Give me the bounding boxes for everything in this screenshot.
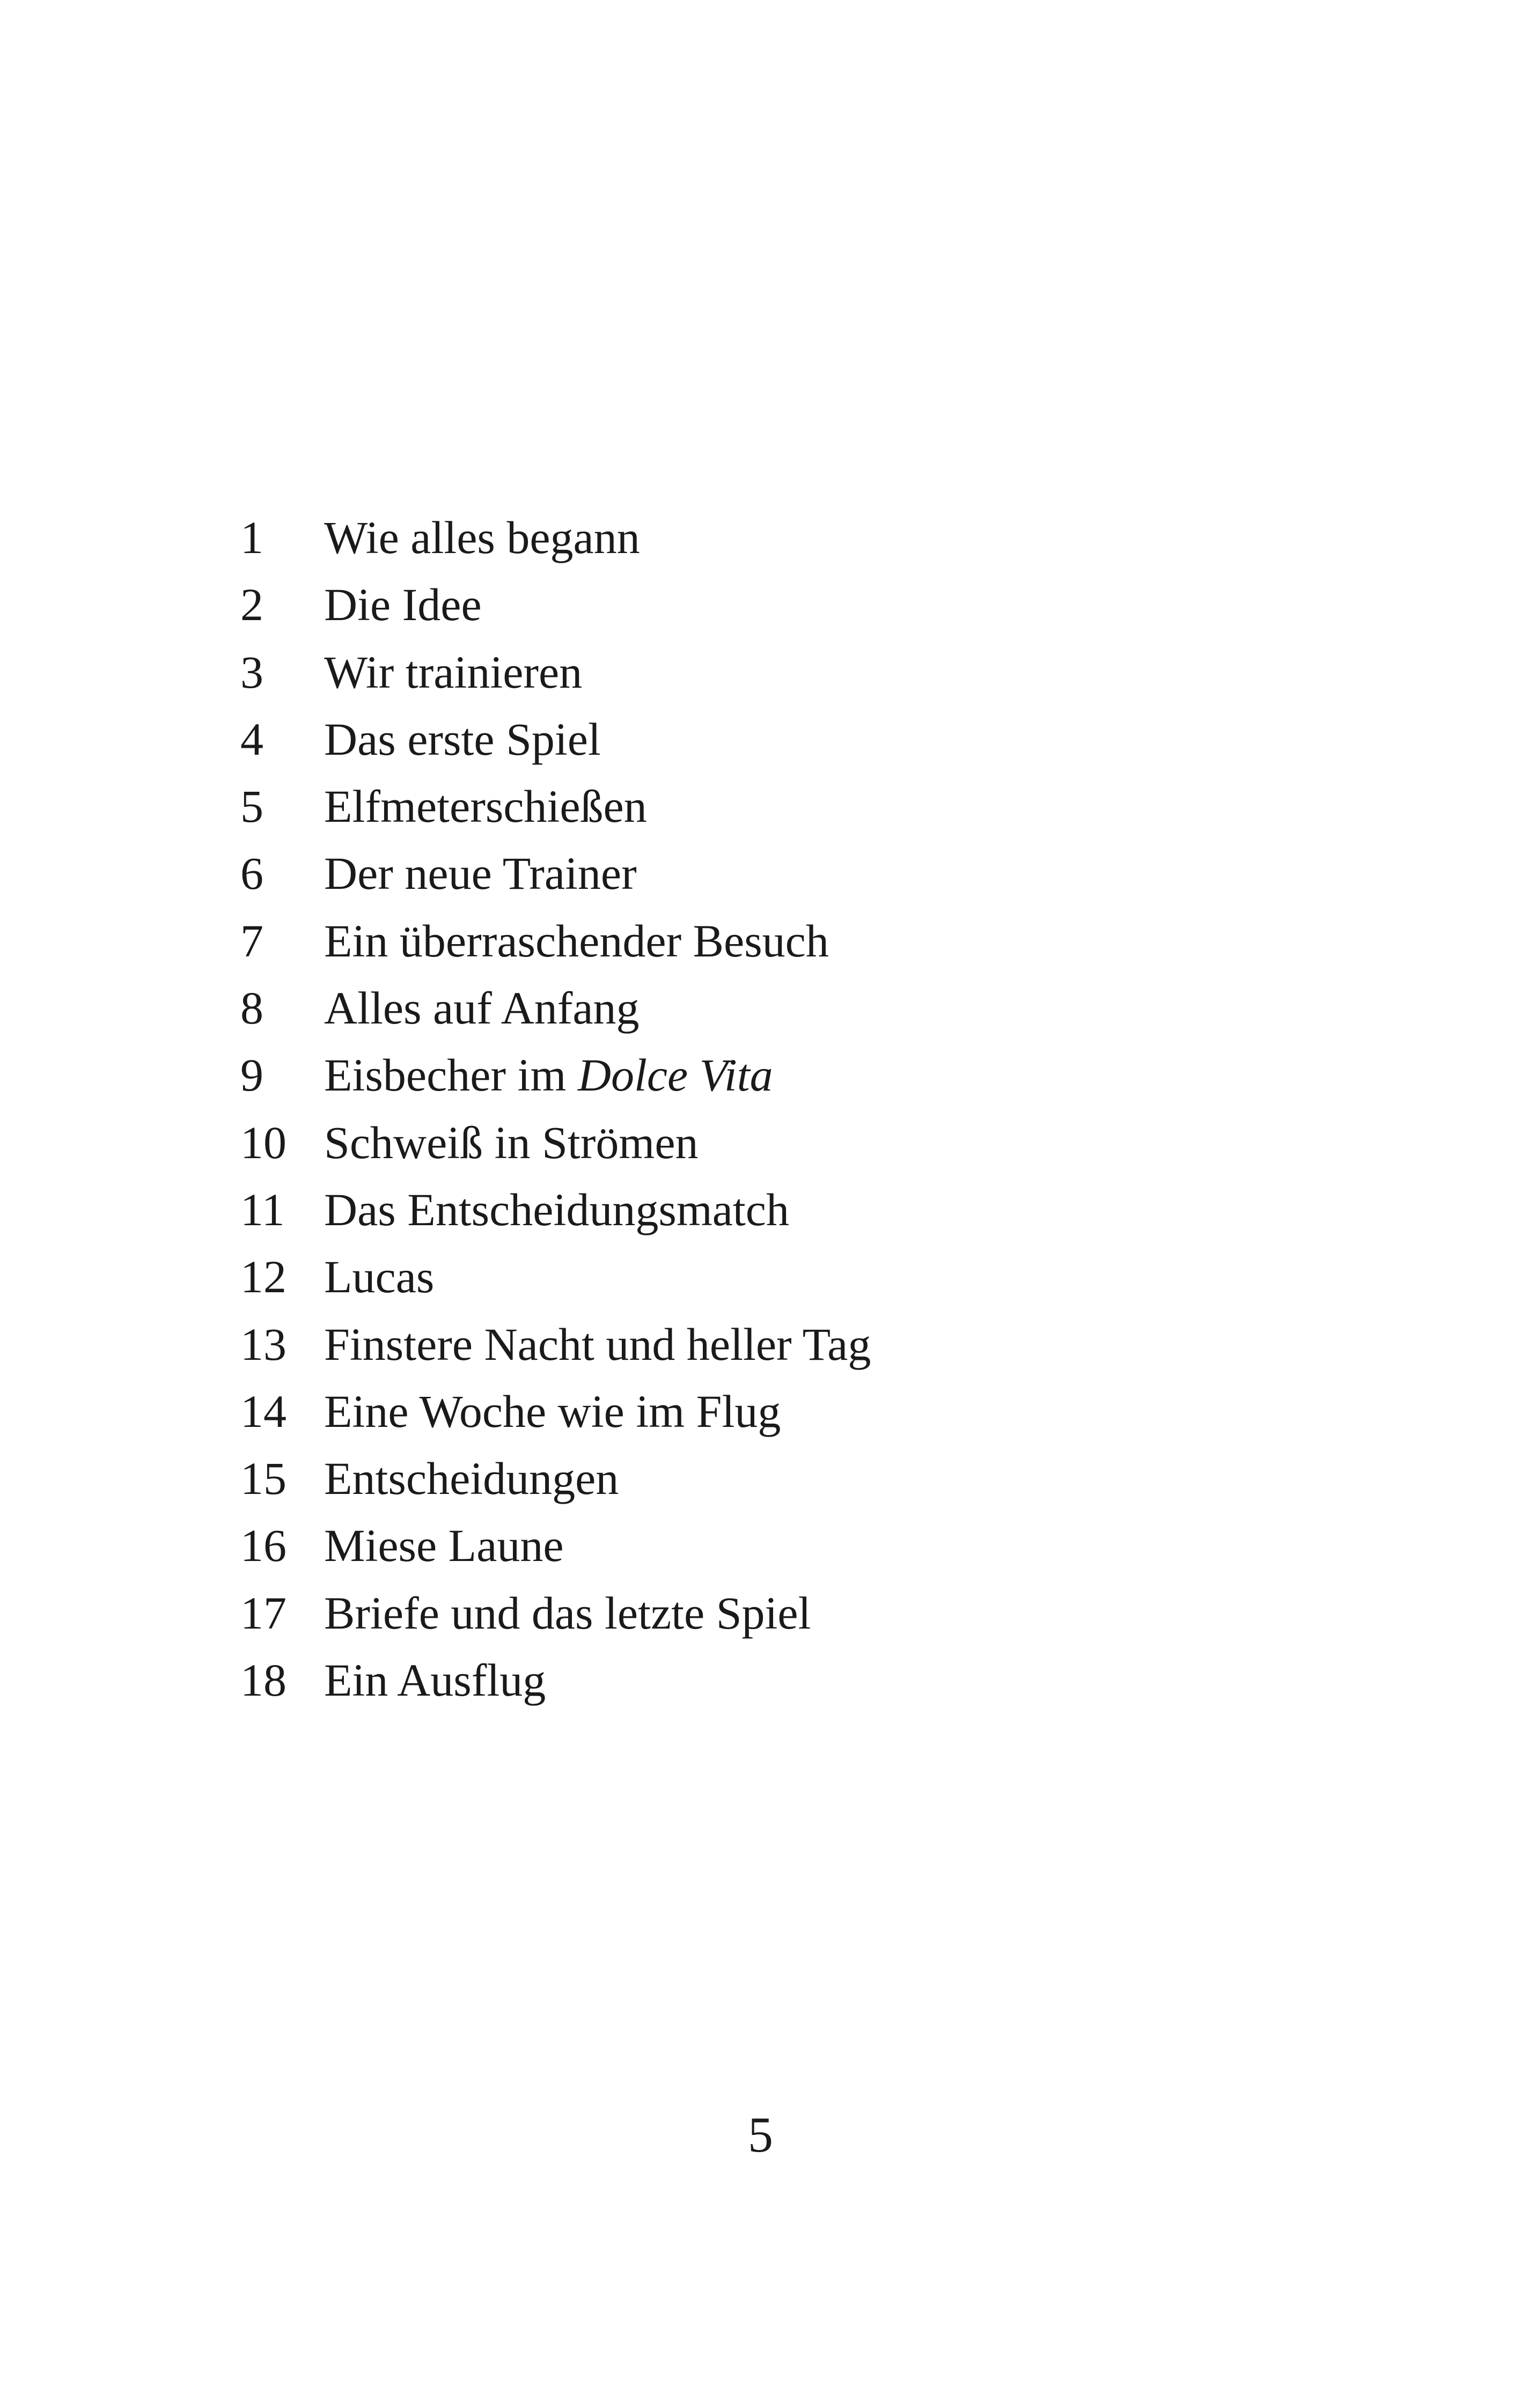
chapter-title: Alles auf Anfang [324,982,640,1034]
toc-entry [240,1243,871,1310]
chapter-number: 14 [240,1385,286,1437]
toc-entry [240,1580,871,1647]
page-number: 5 [748,2107,773,2163]
toc-entry [240,840,871,907]
chapter-title: Die Idee [324,579,482,631]
toc-entry [240,908,871,975]
toc-entry [240,1311,871,1378]
toc-entry [240,1378,871,1445]
toc-entry [240,1176,871,1243]
toc-entry [240,975,871,1042]
chapter-title: Lucas [324,1251,435,1303]
toc-entry [240,571,871,638]
chapter-title: Wie alles begann [324,512,640,563]
chapter-number: 8 [240,982,263,1034]
chapter-title: Finstere Nacht und heller Tag [324,1318,871,1370]
chapter-number: 17 [240,1587,286,1639]
chapter-title-text: Eisbecher im [324,1049,578,1101]
chapter-number: 15 [240,1453,286,1505]
chapter-title: Das erste Spiel [324,713,601,765]
chapter-number: 18 [240,1654,286,1706]
chapter-title: Ein überraschender Besuch [324,915,829,967]
chapter-number: 3 [240,646,263,698]
chapter-number: 11 [240,1183,285,1235]
chapter-number: 12 [240,1251,286,1303]
chapter-title: Der neue Trainer [324,848,637,900]
chapter-number: 4 [240,713,263,765]
chapter-number: 10 [240,1116,286,1168]
toc-entry [240,504,871,571]
toc-entry [240,1445,871,1512]
toc-entry [240,1512,871,1579]
chapter-title [324,1049,773,1101]
chapter-title-italic: Dolce Vita [577,1049,773,1101]
chapter-title: Ein Ausflug [324,1654,546,1706]
chapter-number: 9 [240,1049,263,1101]
toc-entry [240,706,871,773]
toc-entry [240,1647,871,1714]
chapter-number: 16 [240,1520,286,1572]
chapter-title: Eine Woche wie im Flug [324,1385,781,1437]
toc-entry [240,773,871,840]
chapter-title: Briefe und das letzte Spiel [324,1587,811,1639]
chapter-title: Wir trainieren [324,646,583,698]
chapter-number: 5 [240,780,263,833]
chapter-number: 13 [240,1318,286,1370]
chapter-title: Miese Laune [324,1520,564,1572]
chapter-title: Elfmeterschießen [324,780,647,833]
chapter-number: 1 [240,512,263,563]
toc-entry [240,639,871,706]
chapter-number: 6 [240,848,263,900]
toc-entry [240,1109,871,1176]
chapter-title: Das Entscheidungsmatch [324,1183,789,1235]
chapter-number: 7 [240,915,263,967]
chapter-title: Entscheidungen [324,1453,619,1505]
table-of-contents [240,504,871,1714]
chapter-title: Schweiß in Strömen [324,1116,699,1168]
toc-entry [240,1042,871,1109]
chapter-number: 2 [240,579,263,631]
